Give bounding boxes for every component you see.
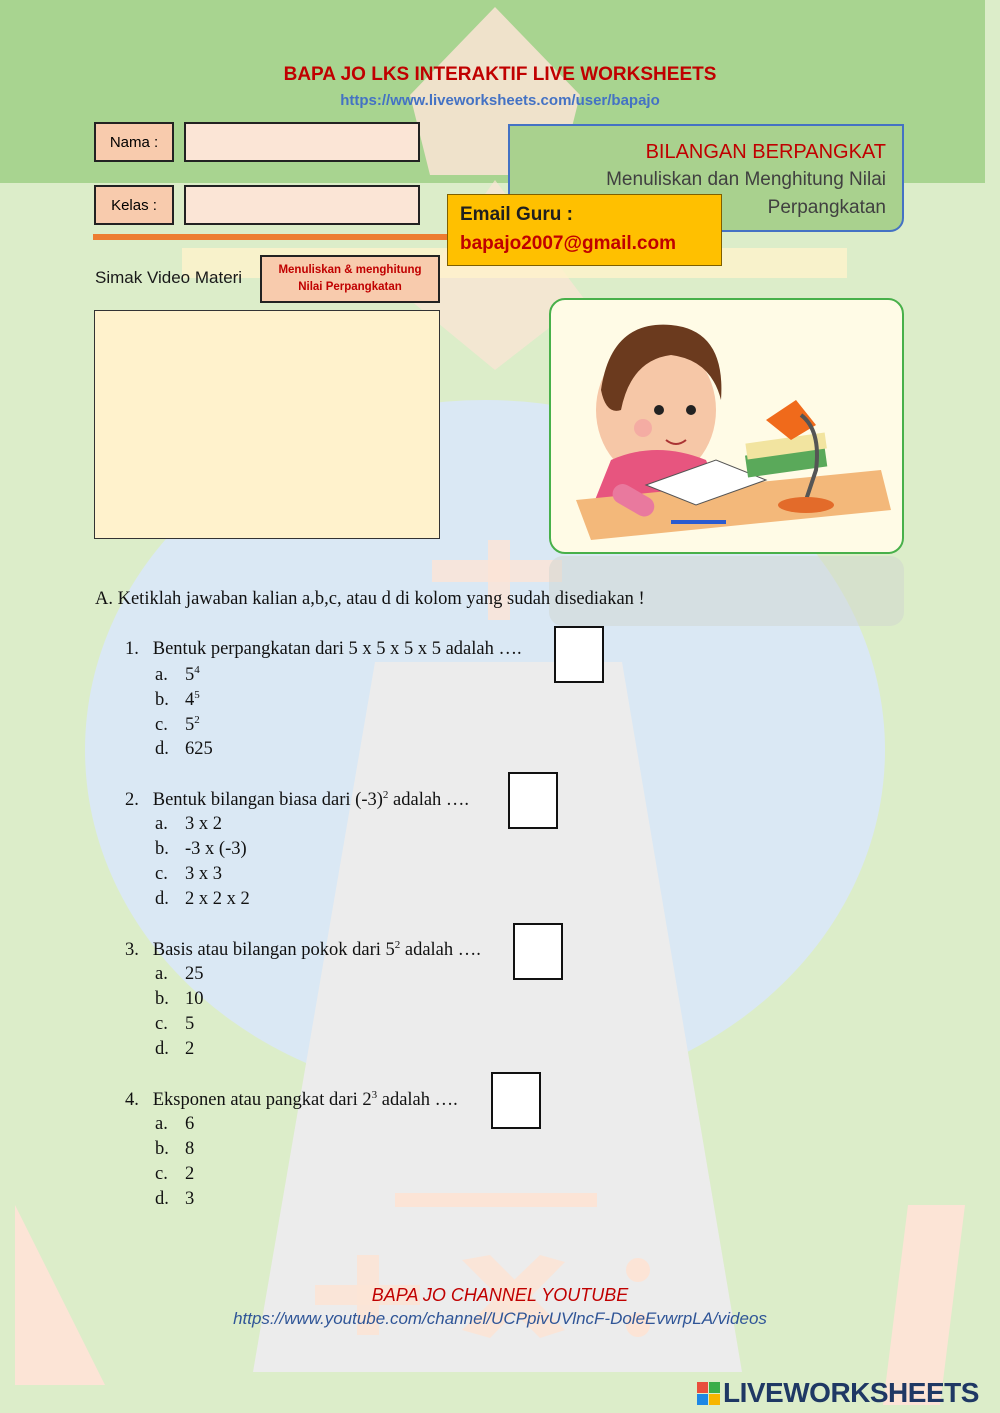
option-1b: b. $4^5$ [155, 689, 200, 711]
nama-input[interactable] [184, 122, 420, 162]
option-3b: b. 10 [155, 989, 204, 1009]
youtube-channel-title: BAPA JO CHANNEL YOUTUBE [371, 1285, 629, 1305]
option-2d: d. 2 x 2 x 2 [155, 889, 250, 909]
worksheet-url[interactable]: https://www.liveworksheets.com/user/bapajo [340, 92, 660, 109]
answer-input-4[interactable] [491, 1072, 541, 1129]
studying-child-illustration [551, 300, 904, 554]
video-label: Simak Video Materi [95, 268, 243, 287]
option-2c: c. 3 x 3 [155, 864, 222, 884]
question-4: 4. Eksponen atau pangkat dari $2^3$ adalah …. [125, 1089, 458, 1111]
email-address: bapajo2007@gmail.com [460, 233, 676, 254]
topic-line2: Perpangkatan [767, 197, 886, 218]
question-text: Bentuk perpangkatan dari 5 x 5 x 5 x 5 adalah …. [152, 639, 522, 659]
option-3c: c. 5 [155, 1014, 195, 1034]
divider-line [93, 234, 448, 240]
video-player[interactable] [94, 310, 440, 539]
answer-input-3[interactable] [513, 923, 563, 980]
question-3: 3. Basis atau bilangan pokok dari $5^2$ adalah …. [125, 939, 481, 961]
option-4c: c. 2 [155, 1164, 195, 1184]
question-number: 1. [125, 639, 139, 659]
section-instruction: A. Ketiklah jawaban kalian a,b,c, atau d di kolom yang sudah disediakan ! [95, 589, 645, 609]
option-4a: a. 6 [155, 1114, 195, 1134]
answer-input-1[interactable] [554, 626, 604, 683]
nama-label: Nama : [94, 122, 174, 162]
email-box [447, 194, 722, 266]
video-button-line2: Nilai Perpangkatan [298, 281, 402, 293]
option-1c: c. $5^2$ [155, 714, 200, 736]
option-3a: a. 25 [155, 964, 204, 984]
option-4b: b. 8 [155, 1139, 195, 1159]
option-1a: a. $5^4$ [155, 664, 200, 686]
kelas-input[interactable] [184, 185, 420, 225]
question-number: 2. [125, 790, 139, 811]
illustration-frame [549, 298, 904, 554]
answer-input-2[interactable] [508, 772, 558, 829]
question-2: 2. Bentuk bilangan biasa dari $(-3)^2$ adalah …. [125, 789, 470, 811]
question-number: 3. [125, 940, 139, 961]
question-1 [125, 639, 522, 660]
video-button-line1: Menuliskan & menghitung [278, 264, 422, 276]
option-1d: d. 625 [155, 739, 213, 759]
worksheet-title: BAPA JO LKS INTERAKTIF LIVE WORKSHEETS [283, 64, 717, 85]
topic-line1: Menuliskan dan Menghitung Nilai [606, 169, 886, 190]
question-number: 4. [125, 1090, 139, 1111]
liveworksheets-logo[interactable] [697, 1377, 979, 1409]
video-button[interactable] [260, 255, 440, 303]
option-2b: b. -3 x (-3) [155, 839, 247, 859]
brand-name: LIVEWORKSHEETS [723, 1377, 979, 1408]
youtube-channel-url[interactable]: https://www.youtube.com/channel/UCPpivUVlncF-DoleEvwrpLA/videos [233, 1309, 767, 1328]
kelas-label: Kelas : [94, 185, 174, 225]
email-label: Email Guru : [460, 204, 573, 225]
option-3d: d. 2 [155, 1039, 195, 1059]
liveworksheets-logo-icon [697, 1382, 720, 1405]
option-2a: a. 3 x 2 [155, 814, 222, 834]
option-4d: d. 3 [155, 1189, 195, 1209]
topic-title: BILANGAN BERPANGKAT [645, 141, 886, 163]
